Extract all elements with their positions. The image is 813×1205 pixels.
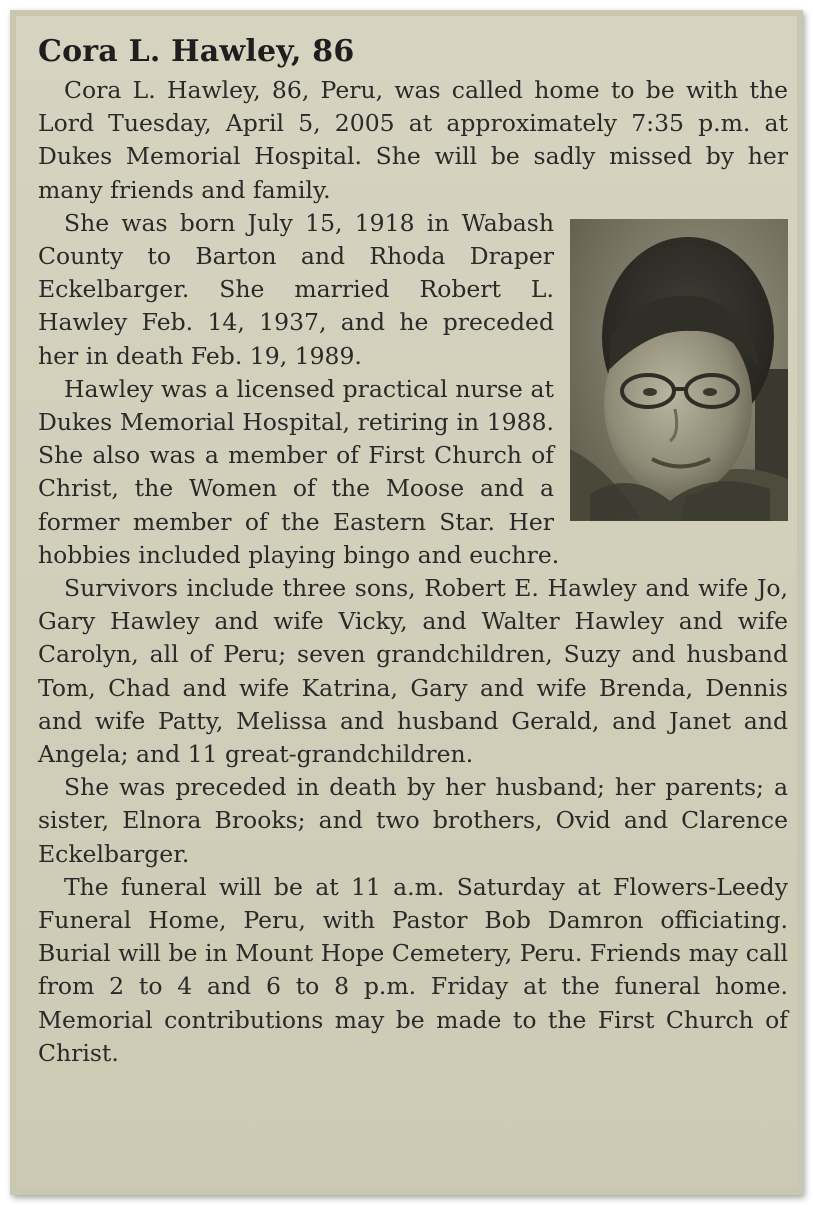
portrait-image: [570, 219, 788, 521]
paragraph-birth: She was born July 15, 1918 in Wabash County to Barton and Rhoda Draper Eckelbarger. She married Robert L. Hawley Feb. 14, 1937, and he preceded her in death Feb. 19, 1989.: [38, 208, 554, 370]
paragraph-survivors: Survivors include three sons, Robert E. Hawley and wife Jo, Gary Hawley and wife Vicky, and Walter Hawley and wife Carolyn, all of Peru; seven grandchildren, Suzy and husband Tom, Chad and wife Katrina, Gary and wife Brenda, Dennis and wife Patty, Melissa and husband Gerald, and Janet and Angela; and 11 great-grandchildren.: [38, 574, 788, 769]
obituary-article: [38, 32, 788, 1070]
portrait-photo: [570, 219, 788, 521]
newspaper-clipping: [16, 16, 797, 1187]
clipping-frame: [10, 10, 803, 1195]
paragraph-preceded: She was preceded in death by her husband; her parents; a sister, Elnora Brooks; and two brothers, Ovid and Clarence Eckelbarger.: [38, 773, 788, 868]
paragraph-career: Hawley was a licensed practical nurse at Dukes Memorial Hospital, retiring in 1988. She also was a member of First Church of Christ, the Women of the Moose and a former member of the Eastern Star. Her hobbies included playing bingo and euchre.: [38, 374, 560, 569]
paragraph-funeral: The funeral will be at 11 a.m. Saturday at Flowers-Leedy Funeral Home, Peru, with Pastor Bob Damron officiating. Burial will be in Mount Hope Cemetery, Peru. Friends may call from 2 to 4 and 6 to 8 p.m. Friday at the funeral home. Memorial contributions may be made to the First Church of Christ.: [38, 872, 788, 1067]
obituary-headline: Cora L. Hawley, 86: [38, 34, 355, 69]
paragraph-intro: Cora L. Hawley, 86, Peru, was called home to be with the Lord Tuesday, April 5, 2005 at approximately 7:35 p.m. at Dukes Memorial Hospital. She will be sadly missed by her many friends and family.: [38, 76, 788, 204]
